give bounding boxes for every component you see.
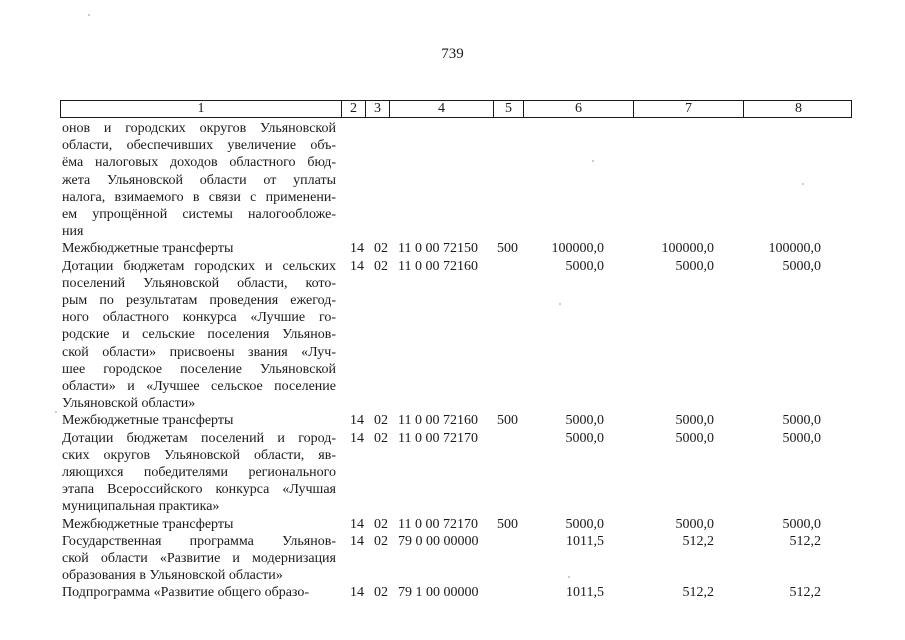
row-description	[62, 430, 336, 516]
cell-col-2: 14	[350, 516, 364, 532]
cell-col-5: 500	[497, 413, 518, 429]
cell-col-6: 5000,0	[565, 413, 604, 429]
cell-col-6: 1011,5	[566, 533, 604, 549]
col-header-8: 8	[743, 101, 853, 117]
col-header-3: 3	[365, 101, 389, 117]
description-line: жета Ульяновской области от уплаты	[62, 172, 336, 188]
cell-col-6: 5000,0	[565, 258, 604, 274]
description-line: ёма налоговых доходов областного бюд-	[62, 155, 336, 171]
col-header-4: 4	[389, 101, 493, 117]
row-description	[62, 240, 336, 257]
description-line: Государственная программа Ульянов-	[62, 533, 336, 549]
description-line: шее городское поселение Ульяновской	[62, 361, 336, 377]
description-line: Межбюджетные трансферты	[62, 413, 234, 429]
scan-speck	[88, 14, 90, 16]
cell-col-3: 02	[374, 430, 388, 446]
cell-col-3: 02	[374, 516, 388, 532]
description-line: муниципальная практика»	[62, 499, 220, 515]
cell-col-5: 500	[497, 516, 518, 532]
description-line: Дотации бюджетам городских и сельских	[62, 258, 336, 274]
description-line: поселений Ульяновской области, кото-	[62, 275, 336, 291]
description-line: Ульяновской области»	[62, 396, 196, 412]
col-header-2: 2	[341, 101, 365, 117]
cell-col-8: 512,2	[789, 533, 821, 549]
description-line: ской области «Развитие и модернизация	[62, 551, 336, 566]
scan-speck	[559, 303, 561, 305]
description-line: этапа Всероссийского конкурса «Лучшая	[62, 482, 336, 498]
description-line: ния	[62, 224, 84, 240]
description-line: области» и «Лучшее сельское поселение	[62, 379, 336, 395]
cell-col-8: 5000,0	[782, 516, 821, 532]
cell-col-7: 512,2	[682, 585, 714, 601]
cell-col-8: 512,2	[789, 585, 821, 601]
description-line: ем упрощённой системы налогообложе-	[62, 207, 336, 223]
description-line: Межбюджетные трансферты	[62, 516, 234, 532]
scan-speck	[592, 160, 594, 162]
row-description	[62, 584, 336, 601]
description-line: ской области» присвоены звания «Луч-	[62, 344, 336, 360]
cell-col-2: 14	[350, 413, 364, 429]
description-line: ских округов Ульяновской области, яв-	[62, 447, 336, 463]
cell-col-2: 14	[350, 258, 364, 274]
cell-col-7: 5000,0	[675, 258, 714, 274]
description-line: Подпрограмма «Развитие общего образо-	[62, 585, 310, 601]
description-line: рым по результатам проведения ежегод-	[62, 293, 336, 308]
description-line: налога, взимаемого в связи с применени-	[62, 189, 336, 205]
cell-col-2: 14	[350, 430, 364, 446]
col-header-7: 7	[633, 101, 743, 117]
scan-speck	[802, 183, 804, 185]
scan-speck	[568, 576, 570, 578]
cell-col-8: 5000,0	[782, 430, 821, 446]
table-header	[60, 100, 852, 118]
description-line: ного областного конкурса «Лучшие го-	[62, 310, 336, 326]
cell-col-7: 5000,0	[675, 430, 714, 446]
cell-col-4: 11 0 00 72150	[398, 241, 478, 257]
col-header-1: 1	[197, 101, 205, 116]
cell-col-3: 02	[374, 413, 388, 429]
description-line: родские и сельские поселения Ульянов-	[62, 327, 336, 343]
cell-col-3: 02	[374, 241, 388, 257]
cell-col-8: 100000,0	[768, 241, 821, 257]
description-line: Дотации бюджетам поселений и город-	[62, 430, 336, 446]
cell-col-6: 1011,5	[566, 585, 604, 601]
cell-col-7: 512,2	[682, 533, 714, 549]
cell-col-4: 11 0 00 72160	[398, 413, 478, 429]
cell-col-2: 14	[350, 241, 364, 257]
cell-col-4: 11 0 00 72170	[398, 516, 478, 532]
description-line: Межбюджетные трансферты	[62, 241, 234, 257]
cell-col-7: 5000,0	[675, 516, 714, 532]
cell-col-2: 14	[350, 533, 364, 549]
cell-col-6: 5000,0	[565, 430, 604, 446]
row-description	[62, 412, 336, 429]
cell-col-2: 14	[350, 585, 364, 601]
cell-col-4: 11 0 00 72160	[398, 258, 478, 274]
description-line: области, обеспечивших увеличение объ-	[62, 138, 336, 154]
cell-col-6: 5000,0	[565, 516, 604, 532]
description-line: ляющихся победителями регионального	[62, 465, 336, 480]
scan-speck	[55, 411, 57, 413]
page-number: 739	[441, 46, 464, 62]
row-description	[62, 533, 336, 585]
col-header-5: 5	[493, 101, 523, 117]
row-description	[62, 516, 336, 533]
cell-col-7: 5000,0	[675, 413, 714, 429]
cell-col-4: 79 1 00 00000	[398, 585, 479, 601]
row-description	[62, 120, 336, 240]
cell-col-8: 5000,0	[782, 258, 821, 274]
cell-col-3: 02	[374, 533, 388, 549]
cell-col-4: 11 0 00 72170	[398, 430, 478, 446]
col-header-6: 6	[523, 101, 633, 117]
cell-col-3: 02	[374, 585, 388, 601]
cell-col-5: 500	[497, 241, 518, 257]
description-line: образования в Ульяновской области»	[62, 568, 283, 584]
row-description	[62, 258, 336, 413]
cell-col-4: 79 0 00 00000	[398, 533, 479, 549]
cell-col-6: 100000,0	[551, 241, 604, 257]
cell-col-7: 100000,0	[661, 241, 714, 257]
cell-col-3: 02	[374, 258, 388, 274]
description-line: онов и городских округов Ульяновской	[62, 121, 336, 136]
cell-col-8: 5000,0	[782, 413, 821, 429]
